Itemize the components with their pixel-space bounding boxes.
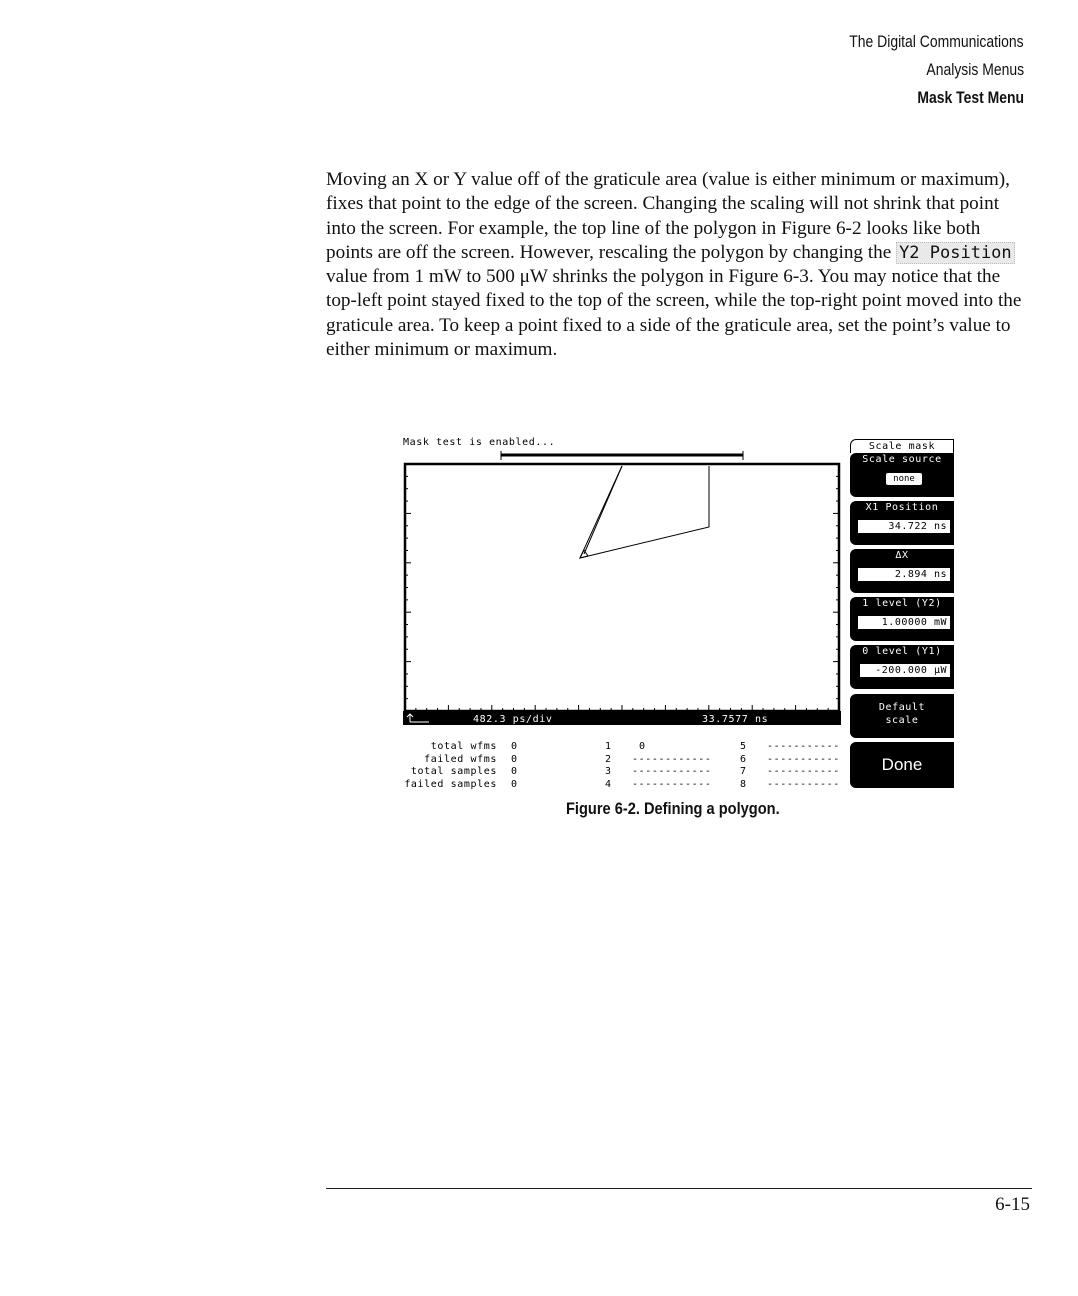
mask-num: 6 (740, 754, 747, 765)
header-subsection: Mask Test Menu (917, 88, 1024, 107)
mask-num: 3 (605, 766, 612, 777)
level1-label: 1 level (Y2) (862, 598, 942, 609)
level1-softkey[interactable] (850, 597, 954, 641)
position-readout: 33.7577 ns (702, 714, 769, 725)
y2-position-key: Y2 Position (896, 242, 1015, 264)
body-text-after: value from 1 mW to 500 μW shrinks the polygon in Figure 6-3. You may notice that the top-left point stayed fixed to the top of the screen, while the top-right point moved into the graticule area. To keep a point fixed to a side of the graticule area, set the point’s value to either minimum or maximum. (326, 266, 1022, 361)
done-softkey[interactable] (850, 742, 954, 788)
mask-count: 0 (639, 741, 646, 752)
done-label: Done (881, 755, 923, 774)
default-label: Default (878, 702, 926, 713)
level0-softkey[interactable] (850, 645, 954, 689)
mask-num: 4 (605, 779, 612, 790)
figure-caption: Figure 6-2. Defining a polygon. (566, 799, 780, 818)
body-paragraph (326, 168, 1026, 362)
timebase-readout: 482.3 ps/div (473, 714, 553, 725)
stat-value: 0 (511, 754, 518, 765)
mask-count: ------------ (632, 766, 712, 777)
x1-position-label: X1 Position (865, 502, 939, 513)
stat-value: 0 (511, 779, 518, 790)
header-chapter: The Digital Communications (849, 32, 1024, 51)
menu-title-box (850, 439, 954, 453)
mask-count: ----------- (767, 766, 840, 777)
mask-num: 2 (605, 754, 612, 765)
stat-value: 0 (511, 766, 518, 777)
delta-x-label: ΔX (895, 550, 909, 561)
scale-label: scale (885, 715, 919, 726)
stat-label: total samples (410, 766, 497, 777)
scale-source-label: Scale source (862, 454, 942, 465)
menu-title: Scale mask (868, 441, 936, 452)
scale-status-bar (403, 711, 841, 725)
graticule-frame (405, 464, 839, 711)
body-text-before: Moving an X or Y value off of the graticule area (value is either minimum or maximum), fixes that point to the edge of the screen. Changing the scaling will not shrink that point into the screen. For example, the top line of the polygon in Figure 6-2 looks like both points are off the screen. However, rescaling the polygon by changing the (326, 169, 1010, 263)
mask-count: ------------ (632, 779, 712, 790)
stat-label: failed wfms (424, 754, 497, 765)
status-message: Mask test is enabled... (403, 437, 556, 448)
stat-label: total wfms (430, 741, 497, 752)
delta-x-softkey[interactable] (850, 549, 954, 593)
level1-value: 1.00000 mW (858, 616, 950, 629)
level0-label: 0 level (Y1) (862, 646, 942, 657)
scale-source-value: none (886, 473, 922, 485)
default-scale-softkey[interactable] (850, 694, 954, 738)
mask-num: 8 (740, 779, 747, 790)
mask-count: ----------- (767, 754, 840, 765)
header-section: Analysis Menus (926, 60, 1024, 79)
mask-count: ----------- (767, 779, 840, 790)
x1-position-softkey[interactable] (850, 501, 954, 545)
page-number: 6-15 (995, 1194, 1030, 1215)
stat-value: 0 (511, 741, 518, 752)
mask-num: 1 (605, 741, 612, 752)
mask-count: ------------ (632, 754, 712, 765)
mask-num: 5 (740, 741, 747, 752)
graticule-svg (398, 448, 844, 732)
scale-source-softkey[interactable] (850, 453, 954, 497)
footer-rule (326, 1188, 1032, 1189)
level0-value: -200.000 μW (858, 664, 950, 677)
delta-x-value: 2.894 ns (858, 568, 950, 581)
stat-label: failed samples (404, 779, 497, 790)
mask-count: ----------- (767, 741, 840, 752)
x1-position-value: 34.722 ns (858, 520, 950, 533)
mask-num: 7 (740, 766, 747, 777)
